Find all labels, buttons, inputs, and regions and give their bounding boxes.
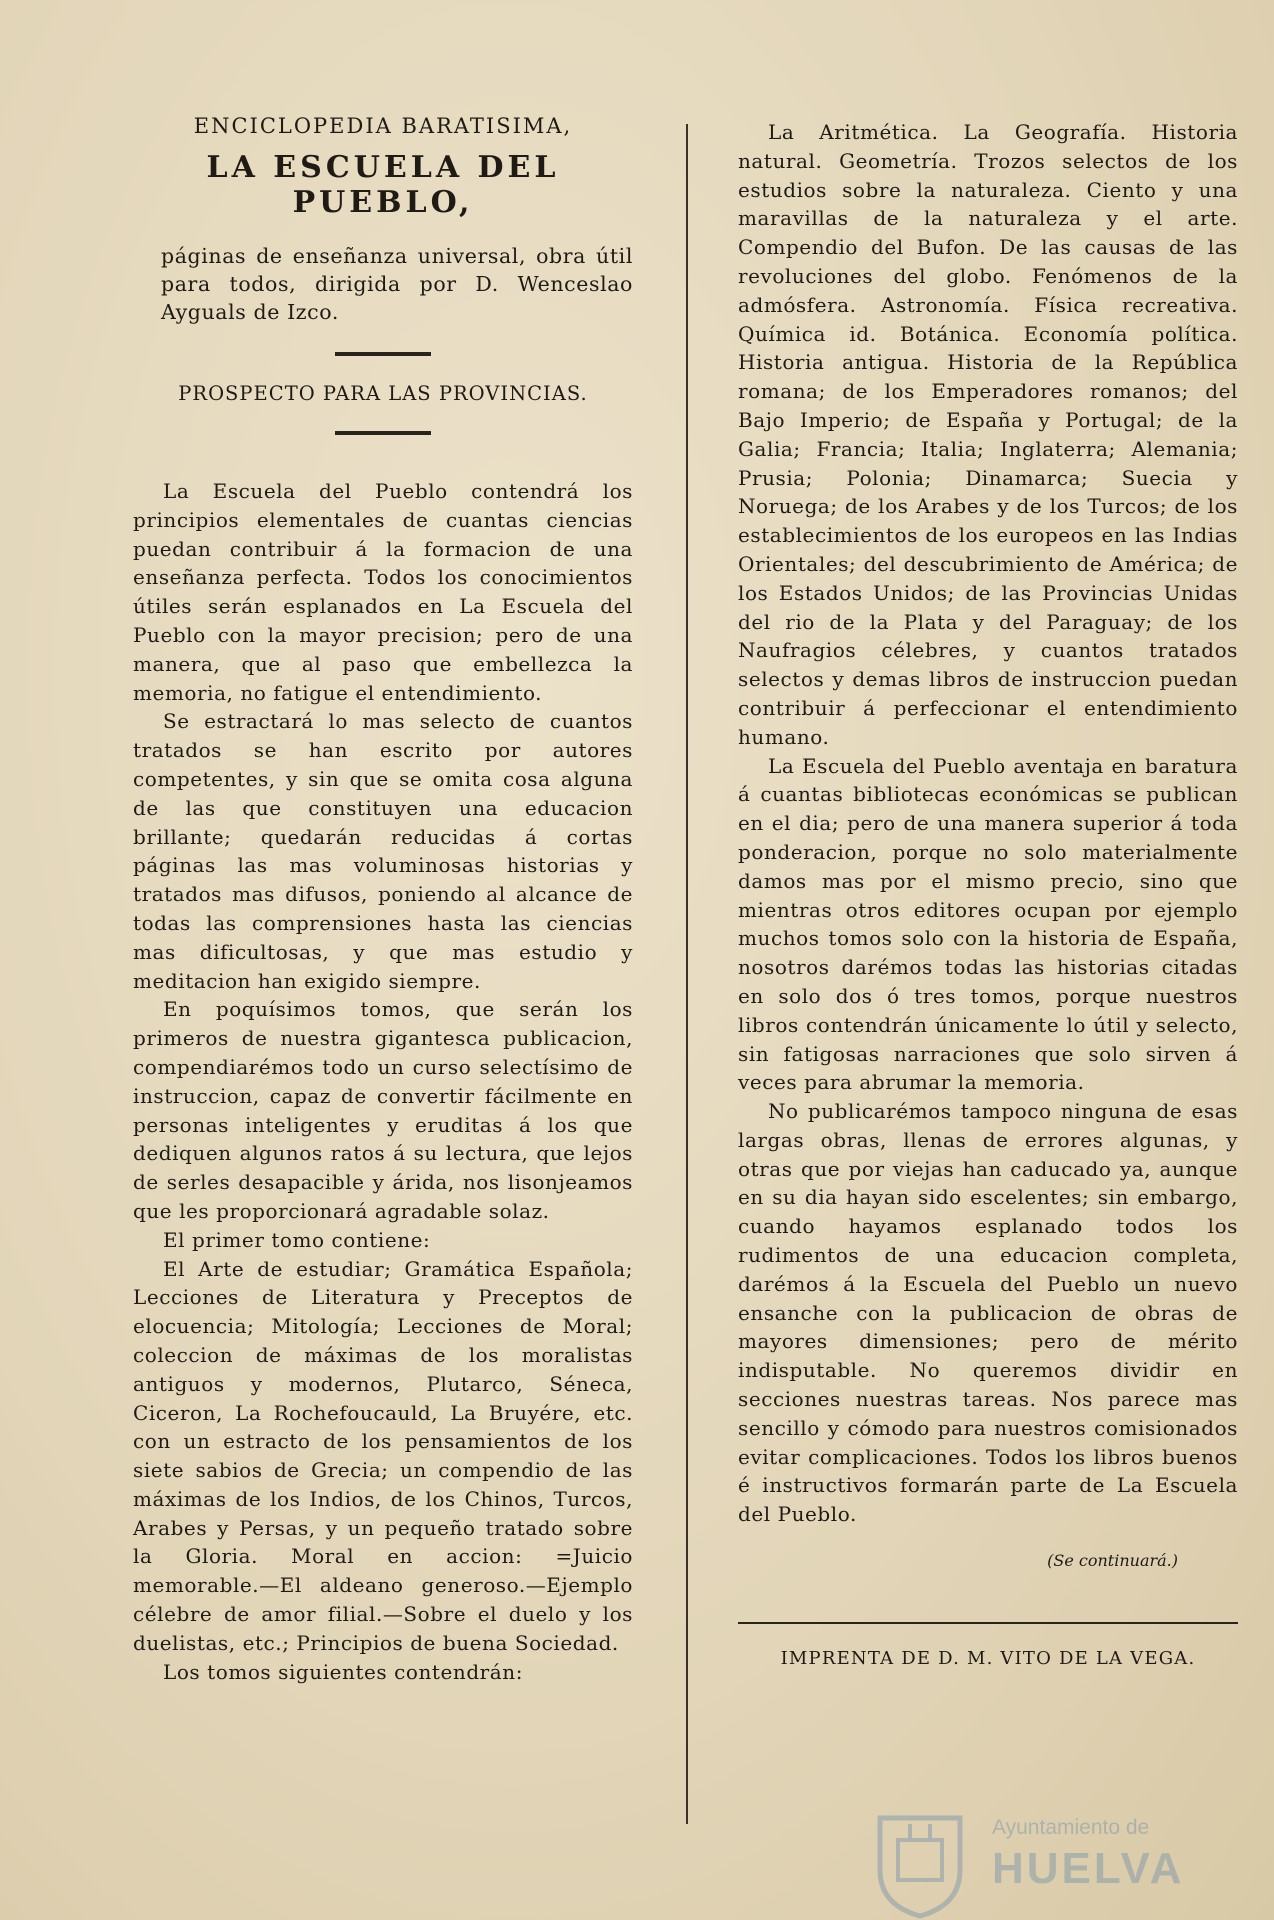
left-paragraph-1: La Escuela del Pueblo contendrá los principios elementales de cuantas ciencias puedan contribuir á la formacion de una enseñanza perfecta. Todos los conocimientos útiles serán esplanados en La Escuela del Pueblo con la mayor precision; pero de una manera, que al paso que embellezca la memoria, no fatigue el entendimiento.: [133, 479, 633, 705]
watermark: [870, 1810, 1190, 1900]
subtitle: páginas de enseñanza universal, obra útil para todos, dirigida por D. Wenceslao Ayguals de Izco.: [161, 244, 633, 324]
right-paragraph-2: La Escuela del Pueblo aventaja en baratura á cuantas bibliotecas económicas se publican en el dia; pero de una manera superior á toda ponderacion, porque no solo materialmente damos mas por el mismo precio, sino que mientras otros editores ocupan por ejemplo muchos tomos solo con la historia de España, nosotros darémos todas las historias citadas en solo dos ó tres tomos, porque nuestros libros contendrán únicamente lo útil y selecto, sin fatigosas narraciones que solo sirven á veces para abrumar la memoria.: [738, 753, 1238, 1095]
watermark-line-1: Ayuntamiento de: [992, 1816, 1150, 1839]
column-divider: [686, 124, 688, 1824]
footer-rule: [738, 1622, 1238, 1624]
watermark-line-2: HUELVA: [992, 1844, 1185, 1893]
left-paragraph-2: Se estractará lo mas selecto de cuantos tratados se han escrito por autores competentes, y sin que se omita cosa alguna de las que constituyen una educacion brillante; quedarán reducidas á cortas páginas las mas voluminosas historias y tratados mas difusos, poniendo al alcance de todas las comprensiones hasta las ciencias mas dificultosas, y que mas estudio y meditacion han exigido siempre.: [133, 709, 633, 993]
continued-note: (Se continuará.): [1047, 1551, 1178, 1571]
right-paragraph-3: No publicarémos tampoco ninguna de esas largas obras, llenas de errores algunas, y otras que por viejas han caducado ya, aunque en su dia hayan sido escelentes; sin embargo, cuando hayamos esplanado todos los rudimentos de una educacion completa, darémos á la Escuela del Pueblo un nuevo ensanche con la publicacion de obras de mayores dimensiones; pero de mérito indisputable. No queremos dividir en secciones nuestras tareas. Nos parece mas sencillo y cómodo para nuestros comisionados evitar complicaciones. Todos los libros buenos é instructivos formarán parte de La Escuela del Pueblo.: [738, 1099, 1238, 1527]
left-paragraph-3: En poquísimos tomos, que serán los primeros de nuestra gigantesca publicacion, compendiarémos todo un curso selectísimo de instruccion, capaz de convertir fácilmente en personas inteligentes y eruditas á los que dediquen algunos ratos á su lectura, que lejos de serles desapacible y árida, nos lisonjeamos que les proporcionará agradable solaz.: [133, 997, 633, 1223]
left-paragraph-5: El Arte de estudiar; Gramática Española; Lecciones de Literatura y Preceptos de elocuencia; Mitología; Lecciones de Moral; coleccion de máximas de los moralistas antiguos y modernos, Plutarco, Séneca, Ciceron, La Rochefoucauld, La Bruyére, etc. con un estracto de los pensamientos de los siete sabios de Grecia; un compendio de las máximas de los Indios, de los Chinos, Turcos, Arabes y Persas, y un pequeño tratado sobre la Gloria. Moral en accion: =Juicio memorable.—El aldeano generoso.—Ejemplo célebre de amor filial.—Sobre el duelo y los duelistas, etc.; Principios de buena Sociedad.: [133, 1256, 633, 1655]
rule-bottom: [335, 431, 431, 435]
rule-top: [335, 352, 431, 356]
imprint: IMPRENTA DE D. M. VITO DE LA VEGA.: [780, 1648, 1196, 1670]
right-paragraph-1: La Aritmética. La Geografía. Historia natural. Geometría. Trozos selectos de los estudios sobre la naturaleza. Ciento y una maravillas de la naturaleza y el arte. Compendio del Bufon. De las causas de las revoluciones del globo. Fenómenos de la admósfera. Astronomía. Física recreativa. Química id. Botánica. Economía política. Historia antigua. Historia de la República romana; de los Emperadores romanos; del Bajo Imperio; de España y Portugal; de la Galia; Francia; Italia; Inglaterra; Alemania; Prusia; Polonia; Dinamarca; Suecia y Noruega; de los Arabes y de los Turcos; de los establecimientos de los europeos en las Indias Orientales; del descubrimiento de América; de los Estados Unidos; de las Provincias Unidas del rio de la Plata y del Paraguay; de los Naufragios célebres, y cuantos tratados selectos y demas libros de instruccion puedan contribuir á perfeccionar el entendimiento humano.: [738, 120, 1238, 749]
left-paragraph-6: Los tomos siguientes contendrán:: [163, 1659, 523, 1684]
left-paragraph-4: El primer tomo contiene:: [163, 1227, 431, 1252]
newspaper-title: LA ESCUELA DEL PUEBLO,: [206, 150, 560, 220]
crest-icon: [870, 1810, 970, 1920]
prospectus-heading: PROSPECTO PARA LAS PROVINCIAS.: [178, 382, 588, 405]
series-title: ENCICLOPEDIA BARATISIMA,: [193, 114, 573, 138]
right-column: [738, 118, 1238, 1669]
left-column: [133, 110, 633, 1686]
